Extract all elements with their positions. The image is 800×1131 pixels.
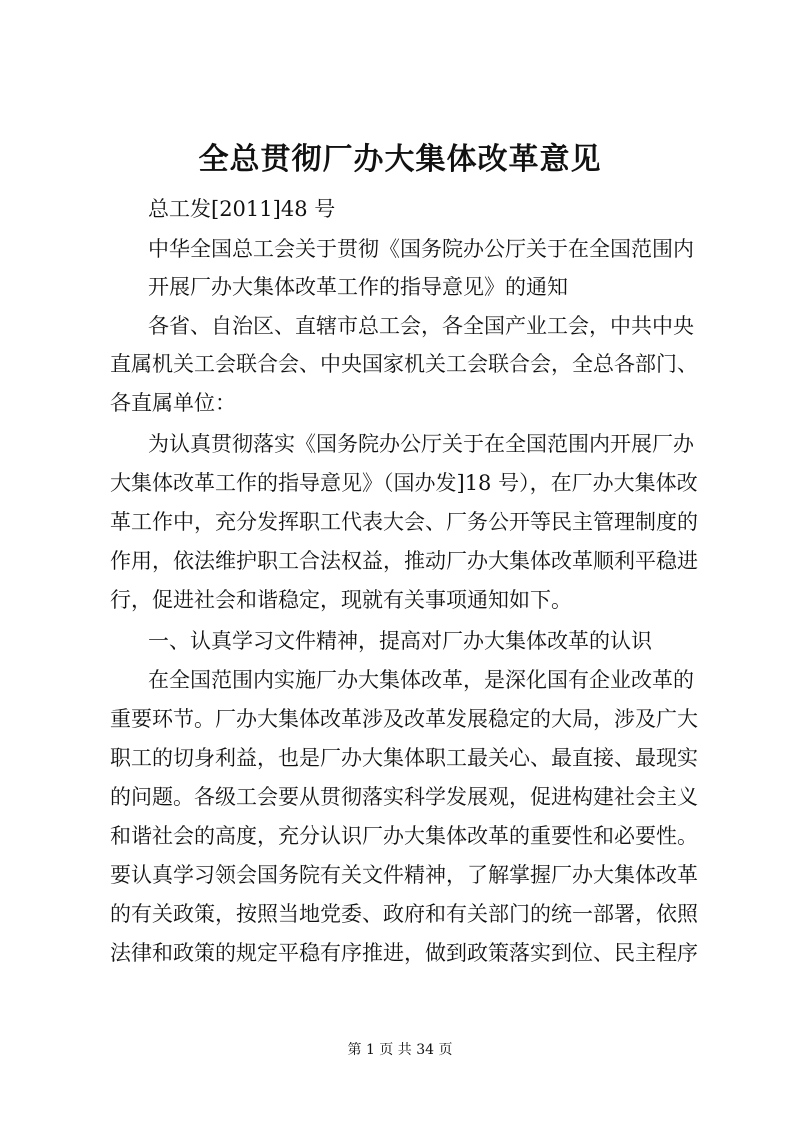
page-footer: 第 1 页 共 34 页 — [347, 1042, 453, 1058]
notice-heading-line-2: 开展厂办大集体改革工作的指导意见》的通知 — [148, 275, 568, 299]
body-line: 的问题。各级工会要从贯彻落实科学发展观，促进构建社会主义 — [110, 785, 698, 809]
body-line: 为认真贯彻落实《国务院办公厅关于在全国范围内开展厂办 — [148, 432, 694, 456]
body-line: 行，促进社会和谐稳定，现就有关事项通知如下。 — [110, 588, 572, 612]
body-line: 作用，依法维护职工合法权益，推动厂办大集体改革顺利平稳进 — [110, 549, 698, 573]
body-line: 革工作中，充分发挥职工代表大会、厂务公开等民主管理制度的 — [110, 510, 698, 534]
body-line: 大集体改革工作的指导意见》（国办发]18 号），在厂办大集体改 — [110, 471, 698, 495]
body-line: 重要环节。厂办大集体改革涉及改革发展稳定的大局，涉及广大 — [110, 707, 698, 731]
recipients-line-2: 直属机关工会联合会、中央国家机关工会联合会，全总各部门、 — [110, 352, 698, 376]
body-line: 在全国范围内实施厂办大集体改革，是深化国有企业改革的 — [148, 668, 694, 692]
recipients-line-1: 各省、自治区、直辖市总工会，各全国产业工会，中共中央 — [148, 314, 694, 338]
body-line: 的有关政策，按照当地党委、政府和有关部门的统一部署，依照 — [110, 902, 698, 926]
section-heading: 一、认真学习文件精神，提高对厂办大集体改革的认识 — [148, 629, 652, 653]
body-line: 法律和政策的规定平稳有序推进，做到政策落实到位、民主程序 — [110, 941, 698, 965]
recipients-line-3: 各直属单位： — [110, 391, 236, 415]
body-line: 和谐社会的高度，充分认识厂办大集体改革的重要性和必要性。 — [110, 824, 698, 848]
notice-heading-line-1: 中华全国总工会关于贯彻《国务院办公厅关于在全国范围内 — [148, 237, 694, 261]
document-title: 全总贯彻厂办大集体改革意见 — [198, 142, 602, 177]
document-number: 总工发[2011]48 号 — [148, 197, 336, 221]
body-line: 要认真学习领会国务院有关文件精神，了解掌握厂办大集体改革 — [110, 863, 698, 887]
body-line: 职工的切身利益，也是厂办大集体职工最关心、最直接、最现实 — [110, 746, 698, 770]
